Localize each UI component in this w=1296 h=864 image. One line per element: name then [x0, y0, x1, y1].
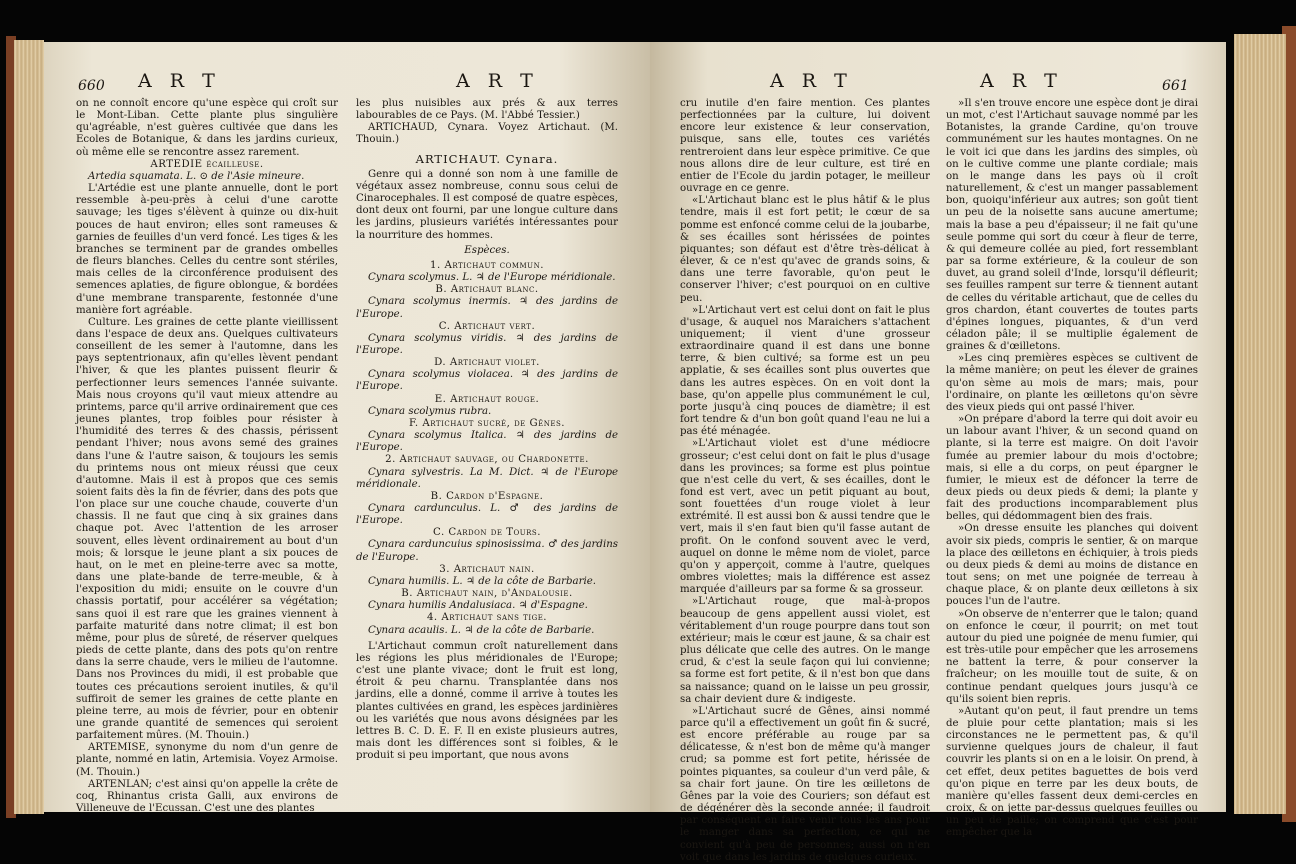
latin-name: Cynara humilis. L. ♃ de la côte de Barbarie.	[368, 575, 597, 587]
variety-label: C. Artichaut vert.	[438, 320, 536, 332]
section-heading: ARTICHAUT. Cynara.	[415, 151, 559, 166]
latin-name: Cynara sylvestris. La M. Dict. ♃ de l'Europe méridionale.	[356, 466, 618, 490]
text-column	[680, 98, 930, 864]
paragraph: les plus nuisibles aux prés & aux terres labourables de ce Pays. (M. l'Abbé Tessier.)	[356, 98, 618, 122]
variety-label: 2. Artichaut sauvage, ou Chardonette.	[385, 454, 589, 466]
paragraph: ARTICHAUD, Cynara. Voyez Artichaut. (M. Thouin.)	[356, 122, 618, 146]
page-number: 660	[78, 78, 105, 94]
paragraph: Culture. Les graines de cette plante vieillissent dans l'espace de deux ans. Quelques cultivateurs conseillent de les semer à l'automne, dans les pays septentrionaux, afin qu'elles lèvent pendant l'hiver, & que les plantes puissent fleurir & perfectionner leurs semences l'année suivante. Mais nous croyons qu'il vaut mieux attendre au printems, parce qu'il arrive ordinairement que ces jeunes plantes, trop foibles pour résister à l'humidité des terres & des chassis, périssent pendant l'hiver; nous avons semé des graines dans l'une & l'autre saison, & toujours les semis du printems nous ont mieux réussi que ceux d'automne. Mais il est à propos que ces semis soient faits dès la fin de février, dans des pots que l'on place sur une couche chaude, couverte d'un chassis. Il ne faut que cinq à six graines dans chaque pot. Avec l'attention de les arroser souvent, elles lèvent ordinairement au bout d'un mois; & lorsque le jeune plant a six pouces de haut, on le met en pleine-terre avec sa motte, dans une plate-bande de terre-meuble, & à l'exposition du midi; ensuite on le couvre d'un chassis portatif, pour accélérer sa végétation; sans quoi il est rare que les graines viennent à parfaite maturité dans notre climat; il est bon même, pour plus de sûreté, de réserver quelques pieds de cette plante, dans des pots qu'on rentre dans la serre chaude, vers le milieu de l'automne. Dans nos Provinces du midi, il est probable que toutes ces précautions seroient inutiles, & qu'il suffiroit de semer les graines de cette plante en pleine terre, au mois de février, pour en obtenir une grande quantité de semences qui seroient parfaitement mûres. (M. Thouin.)	[76, 316, 338, 742]
paragraph: «L'Artichaut blanc est le plus hâtif & le plus tendre, mais il est fort petit; le cœur de sa pomme est enfoncé comme celui de la joubarbe, & ses écailles sont hérissées de pointes piquantes; son défaut est d'être très-délicat à élever, & ce n'est qu'avec de grands soins, & dans une terre favorable, qu'on peut le conserver l'hiver; c'est pourquoi on en cultive peu.	[680, 195, 930, 304]
variety-label: 3. Artichaut nain.	[439, 563, 535, 575]
paragraph: »L'Artichaut violet est d'une médiocre grosseur; c'est celui dont on fait le plus d'usage dans les provinces; sa forme est plus pointue que n'est celle du vert, & ses écailles, dont le fond est vert, avec un petit piquant au bout, sont fouettées d'un rouge violet à leur extrémité. Il est aussi bon & aussi tendre que le vert, mais il s'en faut bien qu'il fasse autant de profit. On le confond souvent avec le verd, auquel on donne le même nom de violet, parce qu'on y apperçoit, comme à l'autre, quelques ombres violettes; mais la différence est assez marquée d'ailleurs par sa forme & sa grosseur.	[680, 438, 930, 596]
latin-name: Cynara acaulis. L. ♃ de la côte de Barbarie.	[368, 624, 595, 636]
latin-name: Cynara scolymus viridis. ♃ des jardins de l'Europe.	[356, 332, 618, 356]
page-edges-left	[14, 40, 44, 814]
variety-label: B. Artichaut nain, d'Andalousie.	[401, 588, 573, 600]
text-column	[76, 98, 338, 815]
running-head: A R T	[770, 70, 853, 92]
latin-name: Cynara scolymus. L. ♃ de l'Europe méridionale.	[368, 272, 616, 284]
paragraph: »L'Artichaut sucré de Gênes, ainsi nommé parce qu'il a effectivement un goût fin & sucré, est encore préférable au rouge par sa délicatesse, & n'est bon de même qu'à manger crud; sa pomme est fort petite, hérissée de pointes piquantes, sa couleur d'un verd pâle, & sa chair fort jaune. On tire les œilletons de Gênes par la voie des Couriers; son défaut est de dégénérer dès la seconde année; il faudroit par conséquent en faire venir tous les ans pour le manger dans sa perfection, ce qui ne convient qu'à peu de personnes; aussi on n'en voit que dans les jardins de quelques curieux.	[680, 705, 930, 863]
paragraph: on ne connoît encore qu'une espèce qui croît sur le Mont-Liban. Cette plante plus singulière qu'agréable, n'est guères cultivée que dans les Ecoles de Botanique, & dans les jardins curieux, où même elle se rencontre assez rarement.	[76, 98, 338, 158]
running-head: A R T	[456, 70, 539, 92]
latin-name: Cynara scolymus Italica. ♃ des jardins de l'Europe.	[356, 430, 618, 454]
running-head: A R T	[138, 70, 221, 92]
text-column	[356, 98, 618, 762]
paragraph: »L'Artichaut vert est celui dont on fait le plus d'usage, & auquel nos Maraichers s'attachent uniquement; il vient d'une grosseur extraordinaire quand il est dans une bonne terre, & bien cultivé; sa forme est un peu applatie, & ses écailles sont plus ouvertes que dans les autres espèces. On en voit dont la base, qu'on appelle plus communément le cul, porte jusqu'à cinq pouces de diamètre; il est fort tendre & d'un bon goût quand l'eau ne lui a pas été ménagée.	[680, 304, 930, 438]
paragraph: »Autant qu'on peut, il faut prendre un tems de pluie pour cette plantation; mais si les circonstances ne le permettent pas, & qu'il survienne quelques jours de chaleur, il faut couvrir les plants si on en a le loisir. On prend, à cet effet, deux petites baguettes de bois verd qu'on pique en terre par les deux bouts, de manière qu'elles fassent deux demi-cercles en croix, & on jette par-dessus quelques feuilles ou un peu de paille; on comprend que c'est pour empêcher que la	[946, 705, 1198, 839]
latin-name: Cynara scolymus inermis. ♃ des jardins de l'Europe.	[356, 296, 618, 320]
entry-heading: ARTEDIE écailleuse.	[150, 158, 264, 170]
variety-label: F. Artichaut sucré, de Gênes.	[408, 417, 566, 429]
subheading: Espèces.	[464, 244, 510, 256]
variety-label: B. Artichaut blanc.	[435, 284, 539, 296]
latin-name: Cynara scolymus violacea. ♃ des jardins de l'Europe.	[356, 369, 618, 393]
text-column	[946, 98, 1198, 840]
paragraph: »On observe de n'enterrer que le talon; quand on enfonce le cœur, il pourrit; on met tout autour du pied une poignée de menu fumier, qui est très-utile pour empêcher que les arrosemens ne battent la terre, & pour conserver la fraîcheur; on les mouille tout de suite, & on continue pendant quelques jours jusqu'à ce qu'ils soient bien repris.	[946, 608, 1198, 705]
running-head: A R T	[980, 70, 1063, 92]
paragraph: »L'Artichaut rouge, que mal-à-propos beaucoup de gens appellent aussi violet, est véritablement d'un rouge pourpre dans tout son extérieur; mais le cœur est jaune, & sa chair est plus délicate que celle des autres. On le mange crud, & c'est la seule façon qui lui convienne; sa forme est fort petite, & il n'est bon que dans sa naissance; quand on le laisse un peu grossir, sa chair devient dure & indigeste.	[680, 596, 930, 705]
latin-name: Cynara humilis Andalusiaca. ♃ d'Espagne.	[368, 600, 588, 612]
variety-label: 1. Artichaut commun.	[430, 259, 544, 271]
latin-name: Cynara scolymus rubra.	[368, 405, 492, 417]
page-number: 661	[1162, 78, 1189, 94]
latin-name: Cynara cardunculus. L. ♂ des jardins de l'Europe.	[356, 503, 618, 527]
paragraph: »On prépare d'abord la terre qui doit avoir eu un labour avant l'hiver, & un second quand on plante, si la terre est maigre. On doit l'avoir fumée au premier labour du mois d'octobre; mais, si elle a du corps, on peut épargner le fumier, le mieux est de défoncer la terre de deux pieds ou deux pieds & demi; la plante y fait des productions incomparablement plus belles, qui dédommagent bien des frais.	[946, 414, 1198, 523]
left-page	[44, 42, 650, 815]
variety-label: C. Cardon de Tours.	[433, 527, 541, 539]
paragraph: ARTEMISE, synonyme du nom d'un genre de plante, nommé en latin, Artemisia. Voyez Armoise. (M. Thouin.)	[76, 742, 338, 778]
paragraph: Genre qui a donné son nom à une famille de végétaux assez nombreuse, connu sous celui de Cinarocephales. Il est composé de quatre espèces, dont deux ont fourni, par une longue culture dans les jardins, plusieurs variétés intéressantes pour la nourriture des hommes.	[356, 168, 618, 241]
variety-label: 4. Artichaut sans tige.	[426, 612, 548, 624]
paragraph: »Il s'en trouve encore une espèce dont je dirai un mot, c'est l'Artichaut sauvage nommé par les Botanistes, la grande Cardine, qu'on trouve communément sur les hautes montagnes. On ne le voit ici que dans les jardins des simples, où on le cultive comme une plante cordiale; mais on le mange dans les pays où il croît naturellement, & c'est un manger passablement bon, quoiqu'inférieur aux autres; son goût tient un peu de la noisette sans aucune amertume; mais la base a peu d'épaisseur; il ne fait qu'une seule pomme qui sort du cœur à fleur de terre, & qui demeure collée au pied, fort ressemblant par sa forme extérieure, & la couleur de son duvet, au grand soleil d'Inde, lorsqu'il défleurit; ses feuilles rampent sur terre & tiennent autant de celles du véritable artichaut, que de celles du gros chardon, étant couvertes de toutes parts d'épines longues, piquantes, & d'un verd céladon pâle; il se multiplie également de graines & d'œilletons.	[946, 98, 1198, 353]
paragraph: L'Artichaut commun croît naturellement dans les régions les plus méridionales de l'Europe; c'est une plante vivace; dont le fruit est long, étroit & peu charnu. Transplantée dans nos jardins, elle a donné, comme il arrive à toutes les plantes cultivées en grand, les espèces jardinières ou les variétés que nous avons désignées par les lettres B. C. D. E. F. Il en existe plusieurs autres, mais dont les différences sont si foibles, & le produit si peu important, que nous avons	[356, 640, 618, 762]
paragraph: »On dresse ensuite les planches qui doivent avoir six pieds, compris le sentier, & on marque la place des œilletons en échiquier, à trois pieds ou deux pieds & demi au moins de distance en tout sens; on met une poignée de terreau à chaque place, & on plante deux œilletons à six pouces l'un de l'autre.	[946, 523, 1198, 608]
paragraph: »Les cinq premières espèces se cultivent de la même manière; on peut les élever de graines qu'on sème au mois de mars; mais, pour l'ordinaire, on plante les œilletons qu'on sèvre des vieux pieds qui ont passé l'hiver.	[946, 353, 1198, 413]
variety-label: B. Cardon d'Espagne.	[430, 490, 544, 502]
paragraph: cru inutile d'en faire mention. Ces plantes perfectionnées par la culture, lui doivent encore leur existence & leur conservation, puisque, sans elle, toutes ces variétés rentreroient dans leur espèce primitive. Ce que nous allons dire de leur culture, est tiré en entier de l'Ecole du jardin potager, le meilleur ouvrage en ce genre.	[680, 98, 930, 195]
latin-name: Cynara carduncuius spinosissima. ♂ des jardins de l'Europe.	[356, 539, 618, 563]
variety-label: E. Artichaut rouge.	[434, 393, 540, 405]
page-edges-right	[1234, 34, 1286, 814]
paragraph: L'Artédie est une plante annuelle, dont le port ressemble à-peu-près à celui d'une carotte sauvage; les tiges s'élèvent à quinze ou dix-huit pouces de haut environ; elles sont rameuses & garnies de feuilles d'un verd foncé. Les tiges & les branches se terminent par de grandes ombelles de fleurs blanches. Celles du centre sont stériles, mais celles de la circonférence produisent des semences aplaties, de figure oblongue, & bordées d'une membrane transparente, festonnée d'une manière fort agréable.	[76, 183, 338, 316]
variety-label: D. Artichaut violet.	[434, 357, 540, 369]
paragraph: ARTENLAN; c'est ainsi qu'on appelle la crête de coq, Rhinantus crista Galli, aux environs de Villeneuve de l'Ecussan. C'est une des plantes	[76, 778, 338, 815]
latin-name: Artedia squamata. L. ⊙ de l'Asie mineure.	[88, 170, 305, 182]
right-page	[650, 42, 1226, 863]
